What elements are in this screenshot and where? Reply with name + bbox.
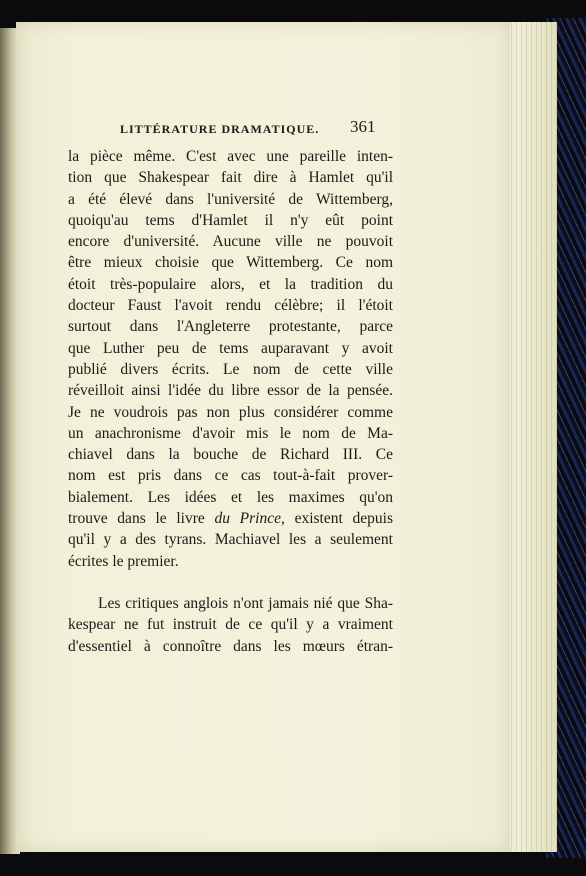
text-line: quoiqu'au tems d'Hamlet il n'y eût point	[68, 211, 393, 229]
text-line: chiavel dans la bouche de Richard III. Ce	[68, 446, 393, 464]
text-line: réveilloit ainsi l'idée du libre essor de la pensée.	[68, 382, 393, 400]
text-line: publié divers écrits. Le nom de cette ville	[68, 360, 393, 378]
text-line-with-title	[68, 508, 393, 529]
text-line: a été élevé dans l'université de Wittemberg,	[68, 190, 393, 208]
text-line: écrites le premier.	[68, 552, 179, 570]
text-line: kespear ne fut instruit de ce qu'il y a vraiment	[68, 616, 393, 634]
text-line: être mieux choisie que Wittemberg. Ce nom	[68, 254, 393, 272]
page-body	[68, 146, 393, 657]
page-header	[120, 117, 380, 140]
text-line: que Luther peu de tems auparavant y avoit	[68, 339, 393, 357]
paragraph-2	[68, 593, 393, 657]
text-line: bialement. Les idées et les maximes qu'on	[68, 488, 393, 506]
text-line: d'essentiel à connoître dans les mœurs étran-	[68, 637, 393, 655]
text-line: la pièce même. C'est avec une pareille inten-	[68, 148, 393, 165]
text-fragment: , existent depuis	[281, 510, 393, 528]
text-line: Je ne voudrois pas non plus considérer comme	[68, 403, 393, 421]
text-line: encore d'université. Aucune ville ne pouvoit	[68, 233, 393, 251]
text-line: docteur Faust l'avoit rendu célèbre; il l'étoit	[68, 297, 393, 315]
text-line: un anachronisme d'avoir mis le nom de Ma-	[68, 424, 393, 442]
text-line: nom est pris dans ce cas tout-à-fait prover-	[68, 467, 393, 485]
text-line: surtout dans l'Angleterre protestante, parce	[68, 318, 393, 336]
text-line: tion que Shakespear fait dire à Hamlet qu'il	[68, 169, 393, 187]
text-line: qu'il y a des tyrans. Machiavel les a seulement	[68, 531, 393, 549]
page-number: 361	[350, 117, 376, 136]
paragraph-1	[68, 146, 393, 572]
book-title-du-prince: du Prince	[214, 510, 281, 528]
running-title: LITTÉRATURE DRAMATIQUE.	[120, 122, 320, 136]
text-fragment: trouve dans le livre	[68, 510, 215, 528]
text-line: étoit très-populaire alors, et la tradition du	[68, 275, 393, 293]
text-line: Les critiques anglois n'ont jamais nié que Sha-	[98, 594, 393, 612]
